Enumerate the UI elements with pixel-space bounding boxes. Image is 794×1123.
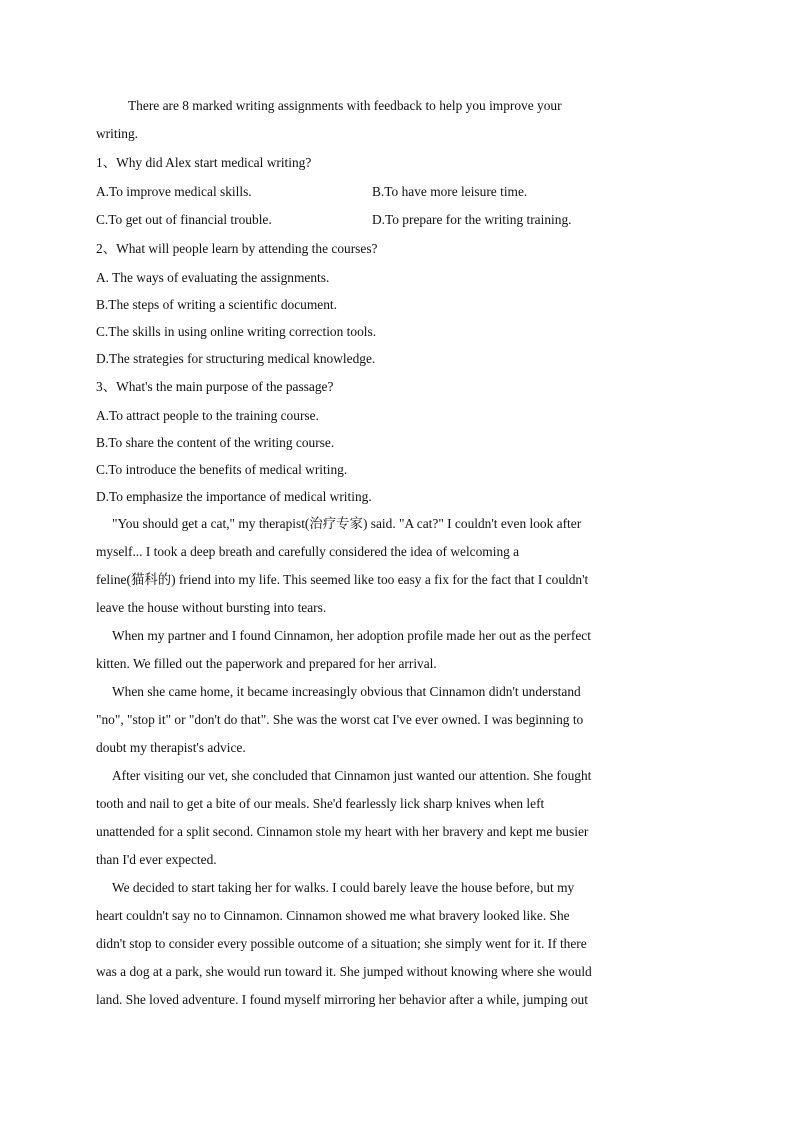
option-b: B.To share the content of the writing course. <box>96 435 335 450</box>
question-2 <box>96 236 686 374</box>
passage-line: myself... I took a deep breath and carefully considered the idea of welcoming a <box>96 544 520 559</box>
passage-line: was a dog at a park, she would run toward it. She jumped without knowing where she would <box>96 964 592 979</box>
intro-line: There are 8 marked writing assignments with feedback to help you improve your <box>128 98 562 113</box>
passage-paragraph-1 <box>96 512 686 624</box>
option-c: C.The skills in using online writing correction tools. <box>96 324 377 339</box>
passage-line: feline(猫科的) friend into my life. This seemed like too easy a fix for the fact that I couldn't <box>96 572 589 587</box>
option-a: A.To improve medical skills. <box>96 184 252 199</box>
passage-line: "no", "stop it" or "don't do that". She was the worst cat I've ever owned. I was beginning to <box>96 712 584 727</box>
option-d: D.The strategies for structuring medical knowledge. <box>96 351 376 366</box>
passage <box>96 512 686 1016</box>
passage-paragraph-4 <box>96 764 686 876</box>
document-body <box>96 94 686 1016</box>
option-b: B.The steps of writing a scientific document. <box>96 297 337 312</box>
passage-line: than I'd ever expected. <box>96 852 217 867</box>
passage-line: When my partner and I found Cinnamon, her adoption profile made her out as the perfect <box>112 628 591 643</box>
passage-line: heart couldn't say no to Cinnamon. Cinnamon showed me what bravery looked like. She <box>96 908 570 923</box>
passage-line: "You should get a cat," my therapist(治疗专家) said. "A cat?" I couldn't even look after <box>112 516 582 531</box>
intro-paragraph <box>96 94 686 150</box>
passage-paragraph-3 <box>96 680 686 764</box>
question-stem: 3、What's the main purpose of the passage? <box>96 379 334 394</box>
passage-line: tooth and nail to get a bite of our meals. She'd fearlessly lick sharp knives when left <box>96 796 545 811</box>
intro-line: writing. <box>96 126 139 141</box>
passage-line: land. She loved adventure. I found myself mirroring her behavior after a while, jumping out <box>96 992 588 1007</box>
option-b: B.To have more leisure time. <box>372 184 528 199</box>
option-d: D.To emphasize the importance of medical writing. <box>96 489 372 504</box>
passage-paragraph-2 <box>96 624 686 680</box>
passage-line: When she came home, it became increasingly obvious that Cinnamon didn't understand <box>112 684 581 699</box>
passage-line: We decided to start taking her for walks. I could barely leave the house before, but my <box>112 880 575 895</box>
passage-line: unattended for a split second. Cinnamon stole my heart with her bravery and kept me busier <box>96 824 589 839</box>
passage-line: didn't stop to consider every possible outcome of a situation; she simply went for it. If there <box>96 936 587 951</box>
option-c: C.To get out of financial trouble. <box>96 212 272 227</box>
passage-line: kitten. We filled out the paperwork and prepared for her arrival. <box>96 656 437 671</box>
option-d: D.To prepare for the writing training. <box>372 212 572 227</box>
option-c: C.To introduce the benefits of medical writing. <box>96 462 348 477</box>
question-stem: 2、What will people learn by attending the courses? <box>96 241 378 256</box>
passage-paragraph-5 <box>96 876 686 1016</box>
question-3 <box>96 374 686 512</box>
option-row <box>96 208 686 236</box>
passage-line: leave the house without bursting into tears. <box>96 600 327 615</box>
option-a: A.To attract people to the training course. <box>96 408 319 423</box>
question-1 <box>96 150 686 236</box>
passage-line: doubt my therapist's advice. <box>96 740 246 755</box>
option-row <box>96 180 686 208</box>
option-a: A. The ways of evaluating the assignments. <box>96 270 330 285</box>
passage-line: After visiting our vet, she concluded that Cinnamon just wanted our attention. She fought <box>112 768 592 783</box>
question-stem: 1、Why did Alex start medical writing? <box>96 155 312 170</box>
